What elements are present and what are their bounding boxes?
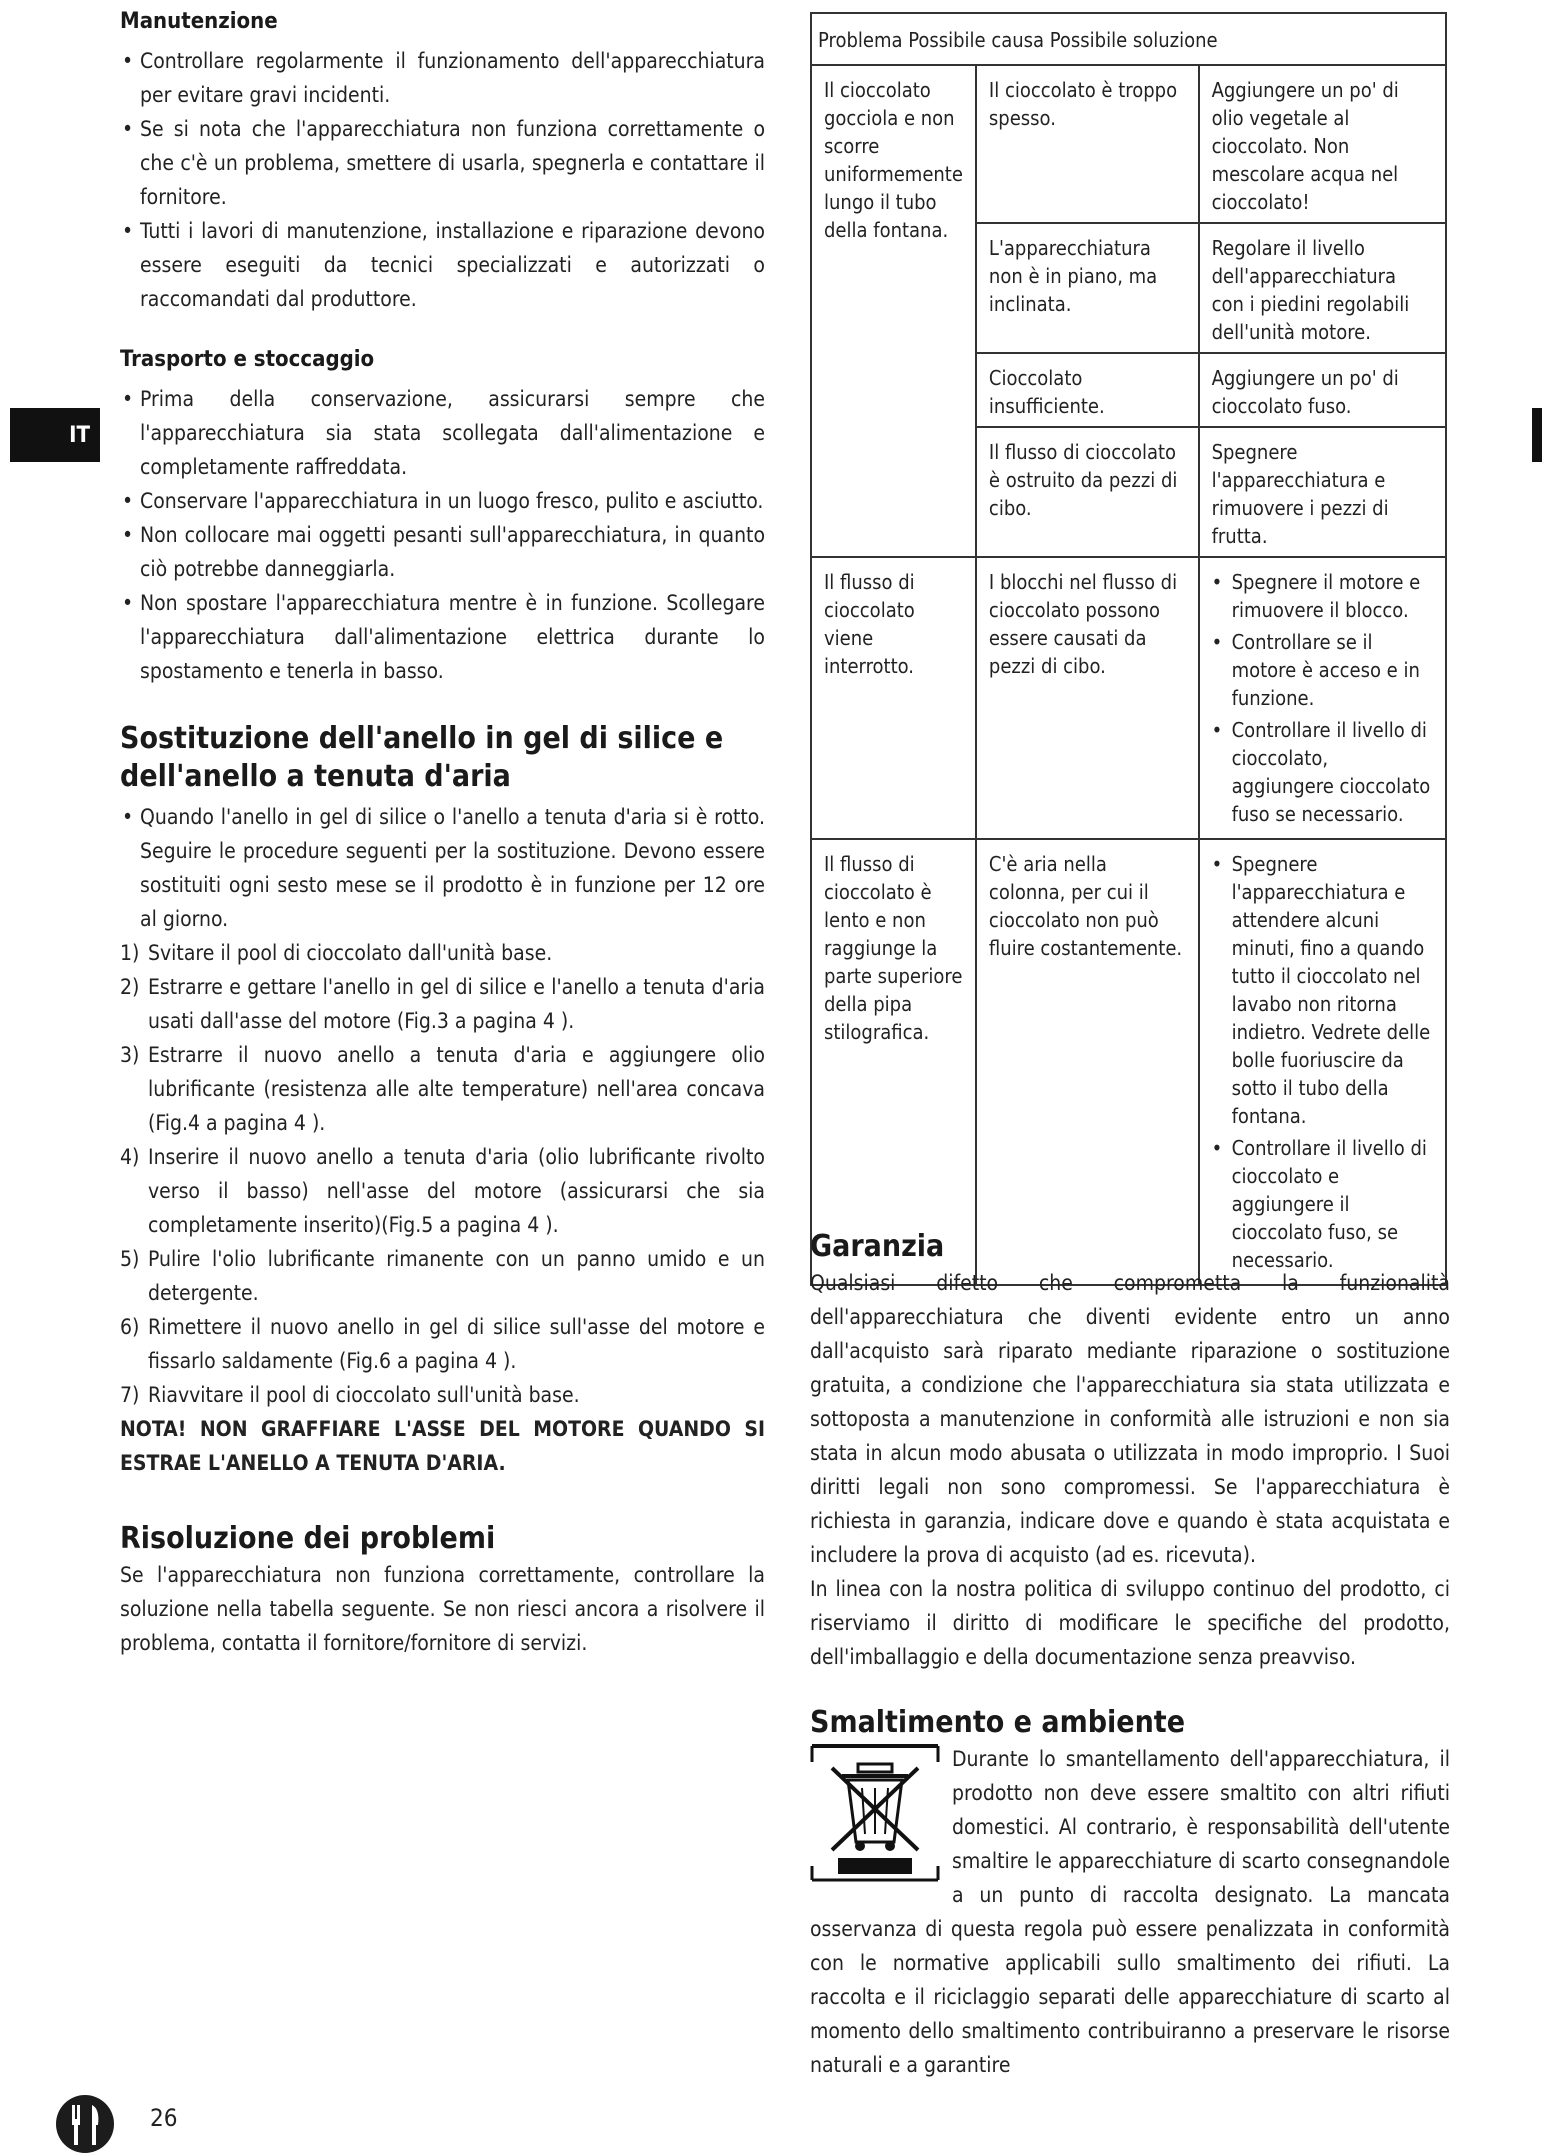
solution-cell: Aggiungere un po' di cioccolato fuso. [1199,353,1446,427]
list-item: • Controllare regolarmente il funzionamento dell'apparecchiatura per evitare gravi incidenti. [120,44,765,112]
step-item: 4) Inserire il nuovo anello a tenuta d'aria (olio lubrificante rivolto verso il basso) nell'asse del motore (assicurarsi che sia completamente inserito)(Fig.5 a pagina 4 ). [120,1145,765,1237]
edge-marker [1532,408,1542,462]
problem-cell: Il flusso di cioccolato è lento e non raggiunge la parte superiore della pipa stilografica. [811,839,976,1285]
warranty-policy-text: In linea con la nostra politica di sviluppo continuo del prodotto, ci riserviamo il diritto di modificare le specifiche del prodotto, dell'imballaggio e della documentazione senza preavviso. [810,1577,1450,1669]
solution-item: • Spegnere il motore e rimuovere il blocco. [1212,568,1433,624]
step-item: 2) Estrarre e gettare l'anello in gel di silice e l'anello a tenuta d'aria usati dall'asse del motore (Fig.3 a pagina 4 ). [120,975,765,1033]
troubleshooting-heading: Risoluzione dei problemi [120,1521,496,1556]
list-item: • Quando l'anello in gel di silice o l'anello a tenuta d'aria si è rotto. Seguire le procedure seguenti per la sostituzione. Devono essere sostituiti ogni sesto mese se il prodotto è in funzione per 12 ore al giorno. [120,800,765,936]
right-column [810,1228,1450,2082]
transport-heading: Trasporto e stoccaggio [120,347,375,372]
troubleshooting-text: Se l'apparecchiatura non funziona correttamente, controllare la soluzione nella tabella seguente. Se non riesci ancora a risolvere il problema, contatta il fornitore/fornitore di servizi. [120,1563,765,1655]
solution-item: • Spegnere l'apparecchiatura e attendere alcuni minuti, fino a quando tutto il cioccolato nel lavabo non ritorna indietro. Vedrete delle bolle fuoriuscire da sotto il tubo della fontana. [1212,850,1433,1130]
cause-cell: I blocchi nel flusso di cioccolato possono essere causati da pezzi di cibo. [976,557,1199,839]
solution-item: • Controllare il livello di cioccolato, aggiungere cioccolato fuso se necessario. [1212,716,1433,828]
warranty-text: Qualsiasi difetto che comprometta la funzionalità dell'apparecchiatura che diventi evidente entro un anno dall'acquisto sarà riparato mediante riparazione o sostituzione gratuita, a condizione che l'apparecchiatura sia stata utilizzata e sottoposta a manutenzione in conformità alle istruzioni e non sia stata in alcun modo abusata o utilizzata in modo improprio. I Suoi diritti legali non sono compromessi. Se l'apparecchiatura è richiesta in garanzia, indicare dove e quando è stata acquistata e includere la prova di acquisto (ad es. ricevuta). [810,1271,1450,1567]
maintenance-list [120,44,765,316]
solution-list [1212,850,1433,1274]
step-item: 6) Rimettere il nuovo anello in gel di silice sull'asse del motore e fissarlo saldamente (Fig.6 a pagina 4 ). [120,1315,765,1373]
cause-cell: L'apparecchiatura non è in piano, ma inclinata. [976,223,1199,353]
weee-bin-icon [810,1742,940,1882]
table-header: Problema Possibile causa Possibile soluzione [811,13,1446,65]
step-item: 3) Estrarre il nuovo anello a tenuta d'aria e aggiungere olio lubrificante (resistenza alle alte temperature) nell'area concava (Fig.4 a pagina 4 ). [120,1043,765,1135]
cutlery-logo-icon [56,2095,122,2153]
problem-cell: Il cioccolato gocciola e non scorre uniformemente lungo il tubo della fontana. [811,65,976,557]
table-header-row [811,13,1446,65]
solution-list [1212,568,1433,828]
solution-cell: Spegnere l'apparecchiatura e rimuovere i pezzi di frutta. [1199,427,1446,557]
replacement-steps [120,936,765,1412]
step-item: 7) Riavvitare il pool di cioccolato sull'unità base. [120,1383,580,1407]
list-item: • Tutti i lavori di manutenzione, installazione e riparazione devono essere eseguiti da tecnici specializzati e autorizzati o raccomandati dal produttore. [120,214,765,316]
warranty-heading: Garanzia [810,1229,945,1264]
list-item: • Non collocare mai oggetti pesanti sull'apparecchiatura, in quanto ciò potrebbe danneggiarla. [120,518,765,586]
table-row [811,65,1446,223]
cause-cell: Cioccolato insufficiente. [976,353,1199,427]
cause-cell: C'è aria nella colonna, per cui il cioccolato non può fluire costantemente. [976,839,1199,1285]
solution-cell: Aggiungere un po' di olio vegetale al cioccolato. Non mescolare acqua nel cioccolato! [1199,65,1446,223]
maintenance-heading: Manutenzione [120,9,278,34]
list-item: • Non spostare l'apparecchiatura mentre è in funzione. Scollegare l'apparecchiatura dall'alimentazione elettrica durante lo spostamento e tenerla in basso. [120,586,765,688]
table-row [811,839,1446,1285]
solution-item: • Controllare se il motore è acceso e in funzione. [1212,628,1433,712]
transport-list [120,382,765,688]
cause-cell: Il cioccolato è troppo spesso. [976,65,1199,223]
step-item: 5) Pulire l'olio lubrificante rimanente con un panno umido e un detergente. [120,1247,765,1305]
troubleshooting-table [810,12,1447,1286]
list-item: • Conservare l'apparecchiatura in un luogo fresco, pulito e asciutto. [120,484,765,518]
page-number: 26 [150,2104,178,2132]
left-column [120,0,765,1660]
solution-item: • Controllare il livello di cioccolato e aggiungere il cioccolato fuso, se necessario. [1212,1134,1433,1274]
cause-cell: Il flusso di cioccolato è ostruito da pezzi di cibo. [976,427,1199,557]
solution-cell [1199,557,1446,839]
step-item: 1) Svitare il pool di cioccolato dall'unità base. [120,941,553,965]
problem-cell: Il flusso di cioccolato viene interrotto. [811,557,976,839]
solution-cell [1199,839,1446,1285]
solution-cell: Regolare il livello dell'apparecchiatura con i piedini regolabili dell'unità motore. [1199,223,1446,353]
list-item: • Prima della conservazione, assicurarsi sempre che l'apparecchiatura sia stata scollegata dall'alimentazione e completamente raffreddata. [120,382,765,484]
table-row [811,557,1446,839]
replacement-heading: Sostituzione dell'anello in gel di silice e dell'anello a tenuta d'aria [120,721,724,794]
list-item: • Se si nota che l'apparecchiatura non funziona correttamente o che c'è un problema, smettere di usarla, spegnerla e contattare il fornitore. [120,112,765,214]
replacement-intro [120,800,765,936]
language-label: IT [69,422,90,448]
disposal-heading: Smaltimento e ambiente [810,1705,1185,1740]
warning-note: NOTA! NON GRAFFIARE L'ASSE DEL MOTORE QUANDO SI ESTRAE L'ANELLO A TENUTA D'ARIA. [120,1417,765,1475]
disposal-section [810,1742,1450,2082]
disposal-text: Durante lo smantellamento dell'apparecchiatura, il prodotto non deve essere smaltito con altri rifiuti domestici. Al contrario, è responsabilità dell'utente smaltire le apparecchiature di scarto consegnandole a un punto di raccolta designato. La mancata osservanza di questa regola può essere penalizzata in conformità con le normative applicabili sullo smaltimento dei rifiuti. La raccolta e il riciclaggio separati delle apparecchiature di scarto al momento dello smaltimento contribuiranno a preservare le risorse naturali e a garantire [810,1747,1450,2077]
language-tab [10,408,100,462]
